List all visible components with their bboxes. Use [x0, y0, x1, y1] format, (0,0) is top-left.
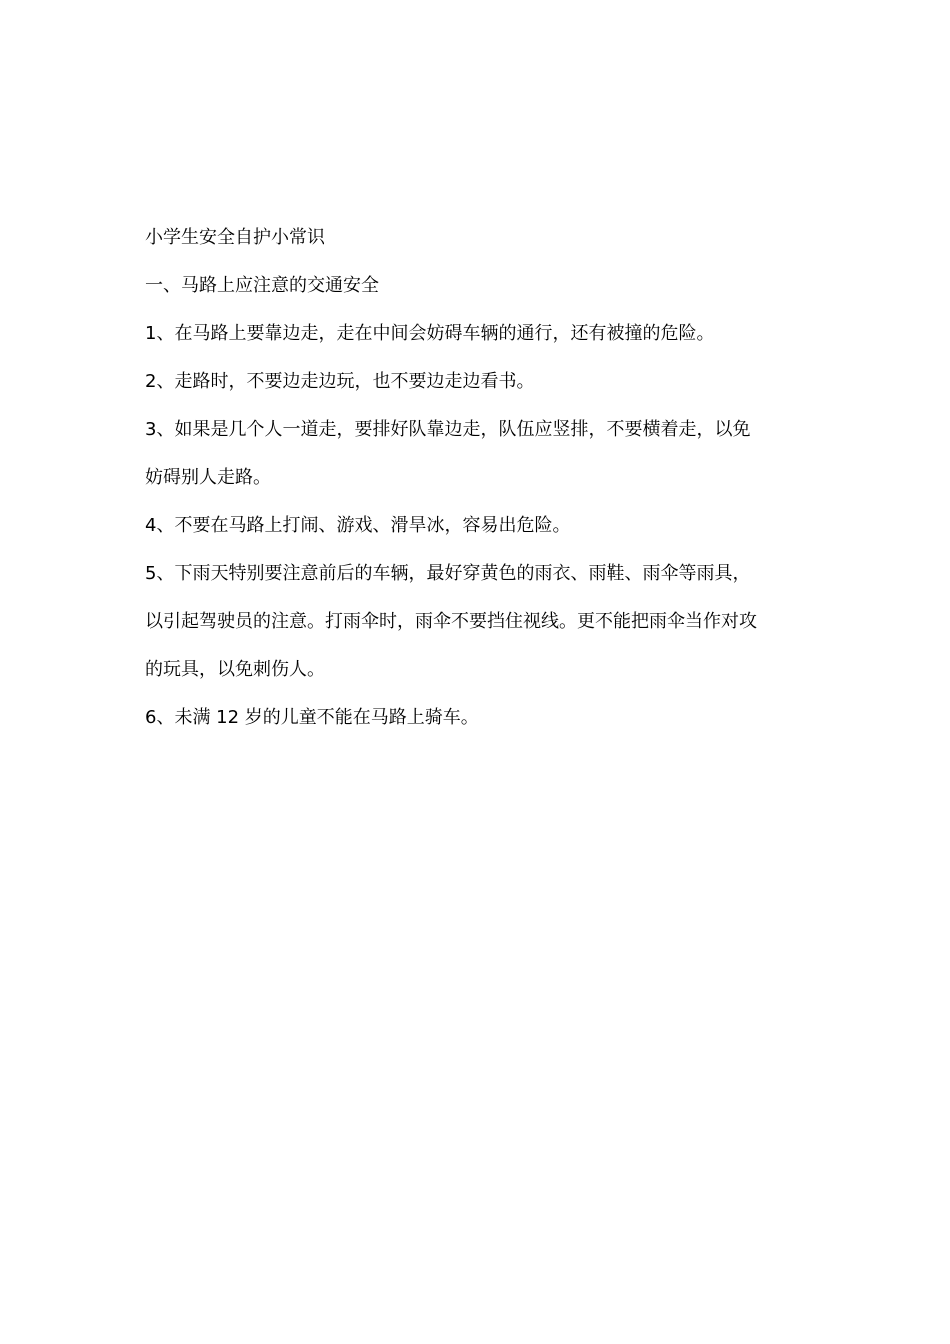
item-line: 2、走路时，不要边走边玩，也不要边走边看书。	[145, 371, 535, 392]
document-title: 小学生安全自护小常识	[145, 227, 325, 248]
item-line: 3、如果是几个人一道走，要排好队靠边走，队伍应竖排，不要横着走，以免	[145, 419, 751, 440]
item-line: 1、在马路上要靠边走，走在中间会妨碍车辆的通行，还有被撞的危险。	[145, 323, 715, 344]
item-line: 4、不要在马路上打闹、游戏、滑旱冰，容易出危险。	[145, 515, 571, 536]
item-line: 以引起驾驶员的注意。打雨伞时，雨伞不要挡住视线。更不能把雨伞当作对攻	[145, 611, 757, 632]
section-heading: 一、马路上应注意的交通安全	[145, 275, 379, 296]
list-item	[145, 358, 810, 406]
list-item	[145, 550, 810, 694]
item-line: 的玩具，以免刺伤人。	[145, 659, 325, 680]
document-body	[145, 214, 810, 742]
list-item	[145, 694, 810, 742]
list-item	[145, 310, 810, 358]
list-item	[145, 502, 810, 550]
list-item	[145, 406, 810, 502]
item-line: 6、未满 12 岁的儿童不能在马路上骑车。	[145, 707, 479, 728]
item-line: 妨碍别人走路。	[145, 467, 271, 488]
item-line: 5、下雨天特别要注意前后的车辆，最好穿黄色的雨衣、雨鞋、雨伞等雨具，	[145, 563, 751, 584]
